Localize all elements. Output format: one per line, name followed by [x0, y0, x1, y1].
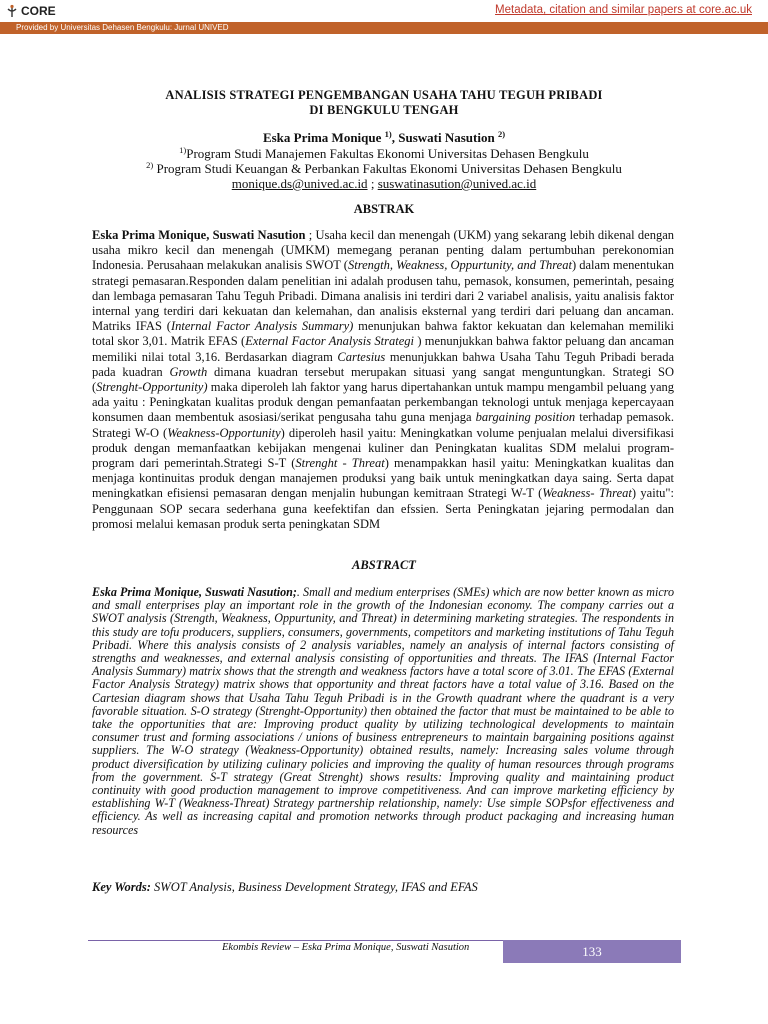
affiliation-2-sup: 2)	[146, 160, 154, 170]
abstrak-text-7: maka diperoleh lah faktor yang harus dipertahankan untuk mampu mengambil peluang yang ada yaitu : Peningkatan kualitas produk dengan pemanfaatan perkembangan teknologi untuk menjaga kepercayaan konsumen daan membentuk asosiasi/serikat pengusaha tahu guna menjaga	[92, 380, 674, 425]
abstrak-text-8: terhadap pemasok. Strategi W-O (	[92, 410, 675, 440]
abstrak-italic-9: Strenght - Threat	[295, 456, 385, 471]
abstrak-italic-1: Strength, Weakness, Oppurtunity, and Threat	[347, 258, 572, 273]
abstrak-text-4: ) menunjukkan bahwa faktor peluang dan ancaman memiliki nilai total 3,16. Berdasarkan diagram	[92, 334, 674, 364]
paper-title-line-2: DI BENGKULU TENGAH	[309, 103, 459, 117]
affiliation-1-text: Program Studi Manajemen Fakultas Ekonomi Universitas Dehasen Bengkulu	[186, 146, 589, 161]
email-1-link[interactable]: monique.ds@unived.ac.id	[231, 176, 368, 191]
core-banner	[0, 0, 768, 23]
abstract-heading: ABSTRACT	[352, 558, 416, 572]
email-separator: ;	[367, 176, 378, 191]
affiliation-1	[0, 146, 768, 162]
email-2-link[interactable]: suswatinasution@unived.ac.id	[377, 176, 537, 191]
provided-by-text[interactable]: Provided by Universitas Dehasen Bengkulu: Jurnal UNIVED	[16, 23, 229, 32]
abstrak-authors: Eska Prima Monique, Suswati Nasution	[92, 228, 306, 242]
keywords-text: SWOT Analysis, Business Development Strategy, IFAS and EFAS	[150, 880, 478, 894]
page-number-box	[503, 940, 681, 963]
abstrak-text-6: dimana kuadran tersebut merupakan situasi yang sangat menguntungkan. Strategi SO (	[92, 364, 674, 395]
abstract-authors: Eska Prima Monique, Suswati Nasution;	[92, 585, 297, 599]
core-logo-text: CORE	[21, 4, 56, 18]
abstrak-italic-10: Weakness- Threat	[542, 486, 632, 501]
abstract-body	[92, 586, 674, 837]
abstrak-italic-4: Cartesius	[337, 349, 386, 364]
affiliation-2-text: Program Studi Keuangan & Perbankan Fakultas Ekonomi Universitas Dehasen Bengkulu	[153, 161, 622, 176]
affiliation-2	[0, 161, 768, 177]
keywords	[92, 880, 674, 895]
author-2-sup: 2)	[497, 129, 506, 139]
author-1: Eska Prima Monique	[262, 130, 382, 145]
paper-title-line-1: ANALISIS STRATEGI PENGEMBANGAN USAHA TAHU TEGUH PRIBADI	[165, 88, 603, 102]
abstrak-text-2: ) dalam menentukan strategi pemasaran.Responden dalam penelitian ini adalah produsen tahu, pemasok, konsumen, pemerintah, pesaing dan lembaga pemasaran Tahu Teguh Pribadi. Dimana analisis ini terdiri dari 2 variabel analisis, yaitu analisis faktor internal yang terdiri dari kekuatan dan kelemahan, dan analisis eksternal yang terdiri dari peluang dan ancaman. Matriks IFAS (	[92, 258, 675, 334]
abstrak-text-9: ) diperoleh hasil yaitu: Meningkatkan volume penjualan melalui diversifikasi produk dengan memanfaatkan kebijakan mengenai kuliner dan Peningkatan kualitas SDM melalui program-program dari pemerintah.Strategi S-T (	[92, 425, 674, 471]
abstrak-italic-5: Growth	[169, 364, 208, 379]
abstrak-text-11: ) yaitu": Penggunaan SOP secara sederhana guna keefektifan dan efssien. Serta Peningkatan jejaring permodalan dan promosi melalui kemasan produk serta peningkatan SDM	[92, 486, 674, 531]
author-1-sup: 1)	[384, 129, 392, 139]
footer-running-text: Ekombis Review – Eska Prima Monique, Suswati Nasution	[222, 942, 470, 953]
abstrak-heading: ABSTRAK	[353, 202, 415, 216]
abstrak-text-10: ) menampakkan hasil yaitu: Meningkatkan kualitas dan menjaga kontinuitas produk dengan manajemen produksi yang baik untuk meningkatkan daya saing. Serta dapat meningkatkan efisiensi pemasaran dengan menjalin hubungan kemitraan Strategi W-T (	[92, 456, 674, 501]
abstrak-text-5: menunjukkan bahwa Usaha Tahu Teguh Pribadi berada pada kuadran	[92, 349, 674, 379]
abstrak-italic-2: Internal Factor Analysis Summary)	[170, 319, 354, 334]
abstract-text: . Small and medium enterprises (SMEs) which are now better known as micro and small enterprises play an important role in the growth of the Indonesian economy. The company carries out a SWOT analysis (Strength, Weakness, Oppurtunity, and Threat) in determining marketing strategies. The respondents in this study are tofu producers, suppliers, consumers, governments, competitors and marketing institutions of Tahu Teguh Pribadi. Where this analysis consists of 2 analysis variables, namely an analysis of internal factors consisting of strengths and weaknesses, and external analysis consisting of opportunities and threats. The IFAS (Internal Factor Analysis Summary) matrix shows that the strength and weakness factors have a total score of 3.01. The EFAS (External Factor Analysis Strategy) matrix shows that opportunity and threat factors have a total value of 3.16. Based on the Cartesian diagram shows that Usaha Tahu Teguh Pribadi is in the Growth quadrant where the quadrant is a very favorable situation. S-O strategy (Strenght-Opportunity) then obtained the factor that must be maintained to be able to take the opportunities that are: Improving product quality by utilizing technological developments to maintain consumer trust and forming associations / unions of business entrepreneurs to maintain bargaining positions against suppliers. The W-O strategy (Weakness-Opportunity) obtained results, namely: Increasing sales volume through product diversification by utilizing culinary policies and improving the quality of human resources through programs from the government. S-T strategy (Great Strenght) shows results: Improving quality and maintaining product continuity with good production management to improve competitiveness. And can improve marketing efficiency by establishing W-T (Weakness-Threat) Strategy partnership relationship, namely: Use simple SOPsfor effectiveness and efficiency. As well as increasing capital and promotion networks through product packaging and increasing human resources	[92, 585, 674, 837]
core-logo-icon	[6, 4, 18, 18]
abstrak-body	[92, 228, 674, 532]
page-number: 133	[582, 944, 602, 959]
author-separator: , Suswati Nasution	[391, 130, 495, 145]
abstrak-text-1: ; Usaha kecil dan menengah (UKM) yang sekarang lebih dikenal dengan usaha mikro kecil dan menengah (UMKM) memegang peranan penting dalam pertumbuhan perekonomian Indonesia. Perusahaan melakukan analisis SWOT (	[92, 228, 674, 273]
affiliation-1-sup: 1)	[179, 145, 187, 155]
author-emails	[0, 176, 768, 192]
abstrak-italic-6: Strenght-Opportunity)	[96, 380, 208, 395]
abstrak-italic-7: bargaining position	[475, 410, 576, 425]
core-metadata-link[interactable]: Metadata, citation and similar papers at core.ac.uk	[495, 4, 752, 16]
abstrak-italic-8: Weakness-Opportunity	[167, 425, 281, 440]
paper-authors	[0, 130, 768, 146]
abstrak-text-3: menunjukan bahwa faktor kekuatan dan kelemahan memiliki total skor 3,01. Matrik EFAS (	[92, 319, 675, 349]
core-logo[interactable]	[6, 3, 56, 19]
keywords-label: Key Words:	[92, 880, 151, 894]
provided-by-bar	[0, 22, 768, 34]
abstrak-italic-3: External Factor Analysis Strategi	[245, 334, 414, 349]
